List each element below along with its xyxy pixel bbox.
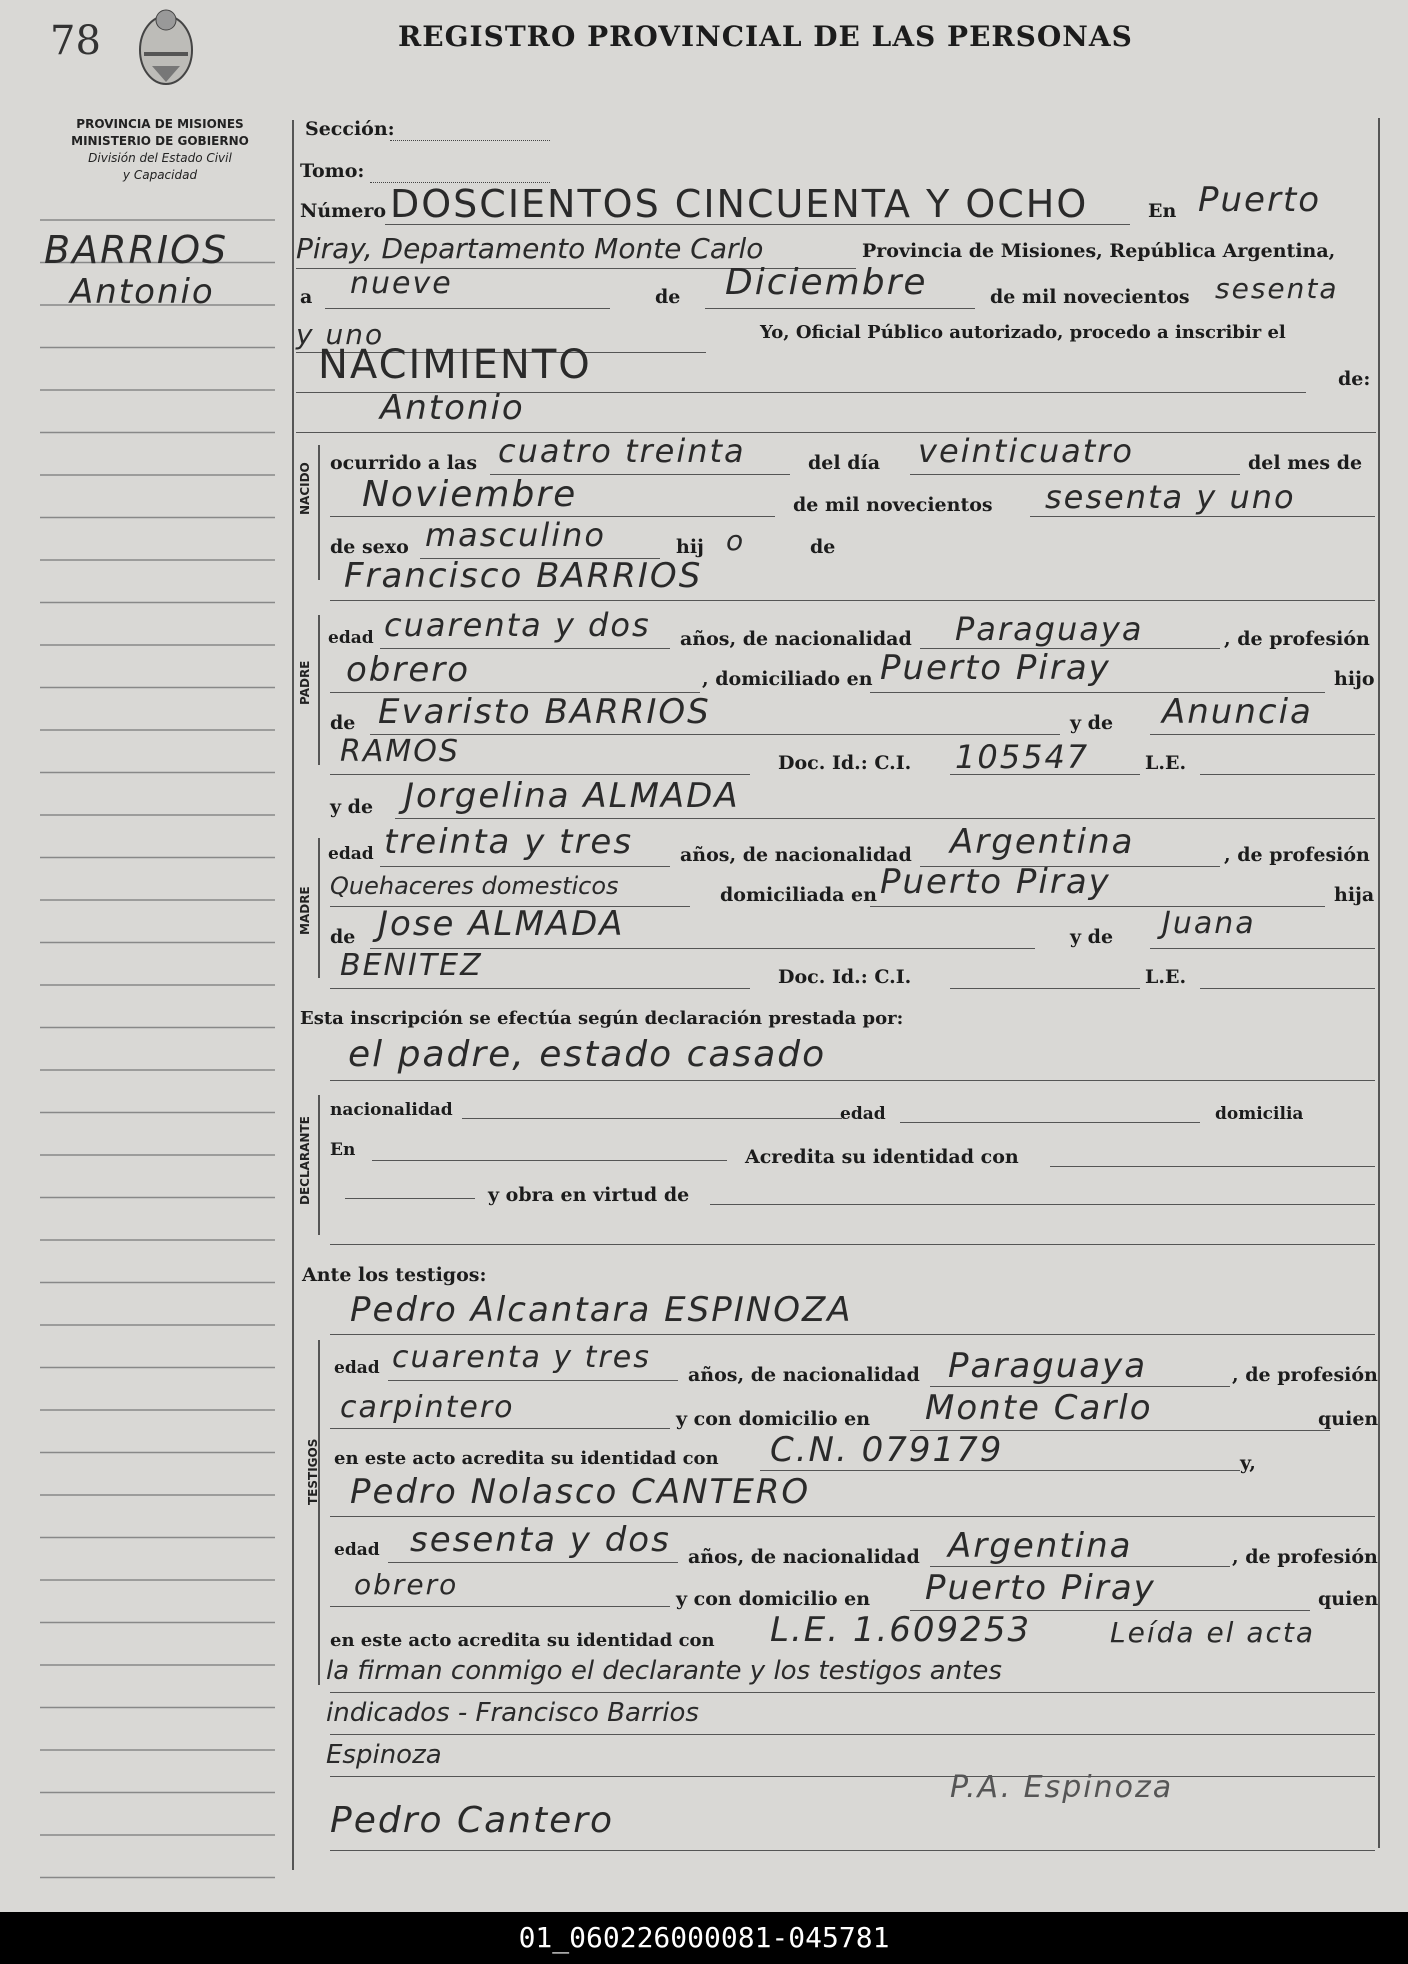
madre-prof-value: Quehaceres domesticos xyxy=(330,872,619,900)
nacido-bracket xyxy=(318,445,320,580)
madre-docid-label: Doc. Id.: C.I. xyxy=(778,966,912,988)
padre-bracket xyxy=(318,615,320,765)
t1-dom-label: y con domicilio en xyxy=(676,1408,871,1430)
abuela-p2-line xyxy=(330,774,750,775)
ante-testigos-label: Ante los testigos: xyxy=(302,1264,487,1286)
nombre-line xyxy=(296,432,1376,433)
t2-nac-line xyxy=(930,1566,1230,1567)
madre-nac-value: Argentina xyxy=(950,822,1135,862)
dia-nac-line xyxy=(910,474,1240,475)
madre-edad-value: treinta y tres xyxy=(384,822,634,862)
abuela-p-line xyxy=(1150,734,1375,735)
t1-id-value: C.N. 079179 xyxy=(770,1430,1004,1470)
madre-prof-label: , de profesión xyxy=(1224,844,1370,866)
testigo1-value: Pedro Alcantara ESPINOZA xyxy=(350,1290,853,1330)
testigo1-line xyxy=(330,1334,1375,1335)
decl-edad-label: edad xyxy=(840,1104,886,1124)
nombre-value: Antonio xyxy=(380,388,525,428)
t1-edad-line xyxy=(388,1380,678,1381)
dia-value: nueve xyxy=(350,266,453,301)
t2-nac-label: años, de nacionalidad xyxy=(688,1546,920,1568)
abuela-m-value-1: Juana xyxy=(1162,906,1256,941)
inscripcion-label: Esta inscripción se efectúa según declaración prestada por: xyxy=(300,1008,904,1029)
sexo-value: masculino xyxy=(425,516,606,554)
nacido-label: NACIDO xyxy=(298,462,312,515)
madre-yde-label: y de xyxy=(330,796,374,818)
t1-prof-label: , de profesión xyxy=(1232,1364,1378,1386)
abuelo-p-value: Evaristo BARRIOS xyxy=(378,692,711,732)
decl-nac-line xyxy=(462,1118,842,1119)
form-left-border xyxy=(292,120,294,1870)
t2-quien-label: quien xyxy=(1318,1588,1379,1610)
cierre-rule-2 xyxy=(330,1734,1375,1735)
abuela-m-line xyxy=(1150,948,1375,949)
madre-hija-label: hija xyxy=(1334,884,1375,906)
del-dia-label: del día xyxy=(808,452,881,474)
decl-nacionalidad-label: nacionalidad xyxy=(330,1100,453,1120)
cierre-line-1: Leída el acta xyxy=(1110,1616,1316,1649)
form-right-border xyxy=(1378,118,1380,1848)
t1-y-label: y, xyxy=(1240,1452,1256,1474)
t2-dom-label: y con domicilio en xyxy=(676,1588,871,1610)
decl-acredita-line xyxy=(1050,1166,1375,1167)
padre-le-label: L.E. xyxy=(1145,752,1187,774)
coat-of-arms-icon xyxy=(136,6,196,90)
padre-line xyxy=(330,600,1375,601)
ocurrido-label: ocurrido a las xyxy=(330,452,478,474)
testigos-label: TESTIGOS xyxy=(306,1438,320,1505)
acto-value: NACIMIENTO xyxy=(318,342,592,388)
dia-nac-value: veinticuatro xyxy=(918,432,1134,470)
t1-quien-label: quien xyxy=(1318,1408,1379,1430)
numero-label: Número xyxy=(300,200,387,222)
madre-edad-label: edad xyxy=(328,844,374,864)
division-line: División del Estado Civil xyxy=(88,151,232,165)
oficial-label: Yo, Oficial Público autorizado, procedo a inscribir el xyxy=(760,322,1286,343)
decl-domicilia-label: domicilia xyxy=(1215,1104,1304,1124)
abuela-m-value-2: BENITEZ xyxy=(340,948,483,983)
t1-acredita-label: en este acto acredita su identidad con xyxy=(334,1448,719,1469)
signature-1: Pedro Cantero xyxy=(330,1800,615,1841)
de-label-2: de xyxy=(810,536,836,558)
anio-nac-value: sesenta y uno xyxy=(1045,478,1296,516)
decl-obra-pre-line xyxy=(345,1198,475,1199)
sexo-label: de sexo xyxy=(330,536,409,558)
capacity-line: y Capacidad xyxy=(122,168,198,182)
decl-obra-label: y obra en virtud de xyxy=(488,1184,690,1206)
numero-value: DOSCIENTOS CINCUENTA Y OCHO xyxy=(390,182,1089,226)
decl-obra-line xyxy=(710,1204,1375,1205)
declarante-bracket xyxy=(318,1095,320,1235)
abuela-m-yde-label: y de xyxy=(1070,926,1114,948)
padre-prof-label: , de profesión xyxy=(1224,628,1370,650)
decl-en-label: En xyxy=(330,1140,356,1160)
cierre-rule-1 xyxy=(330,1692,1375,1693)
declarante-line xyxy=(330,1080,1375,1081)
de-mil-label: de mil novecientos xyxy=(990,286,1190,308)
mes-value: Diciembre xyxy=(725,262,928,303)
t1-prof-value: carpintero xyxy=(340,1390,515,1425)
declarante-label: DECLARANTE xyxy=(298,1116,312,1205)
padre-label: PADRE xyxy=(298,660,312,705)
madre-dom-value: Puerto Piray xyxy=(880,862,1111,902)
de-mil-label-2: de mil novecientos xyxy=(793,494,993,516)
t2-edad-value: sesenta y dos xyxy=(410,1520,671,1560)
decl-edad-line xyxy=(900,1122,1200,1123)
lugar-line2: Piray, Departamento Monte Carlo xyxy=(296,232,764,265)
hij-suffix-value: o xyxy=(726,524,746,557)
issuing-authority xyxy=(45,116,275,184)
padre-hijo-label: hijo xyxy=(1334,668,1375,690)
margin-ruled-lines xyxy=(30,200,280,1900)
madre-dom-label: domiciliada en xyxy=(720,884,877,906)
padre-nac-label: años, de nacionalidad xyxy=(680,628,912,650)
t1-id-line xyxy=(760,1470,1240,1471)
anio-nac-line xyxy=(1030,516,1375,517)
province-line: PROVINCIA DE MISIONES xyxy=(76,117,244,131)
padre-prof-value: obrero xyxy=(346,650,471,690)
t1-dom-value: Monte Carlo xyxy=(925,1388,1153,1428)
abuelo-p-de-label: de xyxy=(330,712,356,734)
margin-given-name: Antonio xyxy=(70,272,215,312)
abuela-p-yde-label: y de xyxy=(1070,712,1114,734)
de-label-1: de xyxy=(655,286,681,308)
page-number: 78 xyxy=(50,18,101,64)
signature-rule xyxy=(330,1850,1375,1851)
t1-prof-line xyxy=(330,1428,670,1429)
hij-label: hij xyxy=(676,536,704,558)
t2-id-value: L.E. 1.609253 xyxy=(770,1610,1032,1650)
t2-edad-label: edad xyxy=(334,1540,380,1560)
madre-le-label: L.E. xyxy=(1145,966,1187,988)
t1-nac-line xyxy=(930,1386,1230,1387)
lugar-line1: Puerto xyxy=(1198,180,1322,220)
t2-dom-value: Puerto Piray xyxy=(925,1568,1156,1608)
en-label: En xyxy=(1148,200,1177,222)
madre-line xyxy=(395,818,1375,819)
anio-value-1: sesenta xyxy=(1215,272,1339,305)
decl-en-line xyxy=(372,1160,727,1161)
madre-nac-label: años, de nacionalidad xyxy=(680,844,912,866)
signature-2: P.A. Espinoza xyxy=(950,1770,1174,1805)
abuela-p-value-2: RAMOS xyxy=(340,734,460,769)
de-colon-label: de: xyxy=(1338,368,1371,390)
seccion-line xyxy=(390,140,550,141)
madre-label: MADRE xyxy=(298,886,312,935)
decl-blank-line xyxy=(330,1244,1375,1245)
tomo-label: Tomo: xyxy=(300,160,365,182)
abuela-p-value-1: Anuncia xyxy=(1162,692,1313,732)
anio-value-2: y uno xyxy=(296,318,385,351)
madre-value: Jorgelina ALMADA xyxy=(404,776,740,816)
decl-acredita-label: Acredita su identidad con xyxy=(745,1146,1019,1168)
cierre-line-2: la firman conmigo el declarante y los testigos antes xyxy=(326,1656,1002,1686)
abuelo-m-value: Jose ALMADA xyxy=(378,904,625,944)
madre-ci-line xyxy=(950,988,1140,989)
t1-edad-value: cuarenta y tres xyxy=(392,1340,651,1375)
del-mes-label: del mes de xyxy=(1248,452,1363,474)
madre-bracket xyxy=(318,838,320,978)
madre-le-line xyxy=(1200,988,1375,989)
padre-value: Francisco BARRIOS xyxy=(344,556,703,596)
abuela-m2-line xyxy=(330,988,750,989)
madre-dom-line xyxy=(870,906,1325,907)
provincia-label: Provincia de Misiones, República Argentina, xyxy=(862,240,1336,262)
footer-code: 01_060226000081-045781 xyxy=(0,1912,1408,1964)
testigos-bracket xyxy=(318,1340,320,1685)
t2-edad-line xyxy=(388,1562,678,1563)
margin-surname: BARRIOS xyxy=(44,228,229,272)
padre-ci-line xyxy=(950,774,1140,775)
padre-nac-value: Paraguaya xyxy=(955,610,1144,648)
t1-nac-label: años, de nacionalidad xyxy=(688,1364,920,1386)
cierre-line-3: indicados - Francisco Barrios xyxy=(326,1698,699,1728)
testigo2-value: Pedro Nolasco CANTERO xyxy=(350,1472,811,1512)
padre-edad-value: cuarenta y dos xyxy=(384,606,651,644)
padre-docid-label: Doc. Id.: C.I. xyxy=(778,752,912,774)
t1-nac-value: Paraguaya xyxy=(948,1346,1148,1386)
padre-edad-label: edad xyxy=(328,628,374,648)
mes-nac-value: Noviembre xyxy=(362,474,578,515)
padre-le-line xyxy=(1200,774,1375,775)
ministry-line: MINISTERIO DE GOBIERNO xyxy=(71,134,249,148)
padre-dom-label: , domiciliado en xyxy=(702,668,873,690)
padre-ci-value: 105547 xyxy=(955,738,1090,776)
numero-line xyxy=(385,224,1130,225)
abuelo-m-de-label: de xyxy=(330,926,356,948)
dia-line xyxy=(325,308,610,309)
a-label: a xyxy=(300,286,313,308)
padre-dom-value: Puerto Piray xyxy=(880,648,1111,688)
seccion-label: Sección: xyxy=(305,118,395,140)
t2-prof-line xyxy=(330,1606,670,1607)
t2-nac-value: Argentina xyxy=(948,1526,1133,1566)
madre-edad-line xyxy=(380,866,670,867)
cierre-rule-3 xyxy=(330,1776,1375,1777)
t2-prof-label: , de profesión xyxy=(1232,1546,1378,1568)
hora-value: cuatro treinta xyxy=(498,432,746,470)
padre-edad-line xyxy=(380,648,670,649)
mes-line xyxy=(705,308,975,309)
cierre-line-4: Espinoza xyxy=(326,1740,442,1770)
testigo2-line xyxy=(330,1516,1375,1517)
abuelo-p-line xyxy=(370,734,1060,735)
page-title: REGISTRO PROVINCIAL DE LAS PERSONAS xyxy=(398,20,1133,53)
t2-acredita-label: en este acto acredita su identidad con xyxy=(330,1630,715,1651)
t1-edad-label: edad xyxy=(334,1358,380,1378)
t2-prof-value: obrero xyxy=(354,1568,459,1601)
declarante-value: el padre, estado casado xyxy=(348,1034,827,1075)
